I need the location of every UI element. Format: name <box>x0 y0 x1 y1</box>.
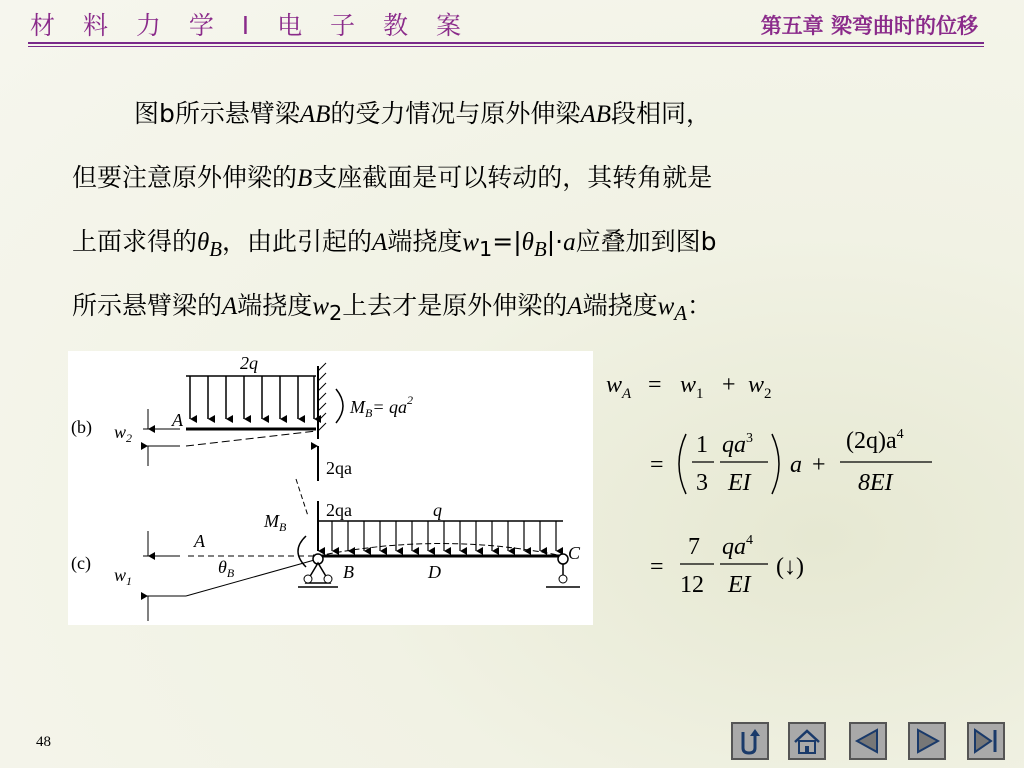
header-rule <box>28 42 984 44</box>
label-c: (c) <box>71 553 91 573</box>
previous-icon <box>851 724 885 758</box>
eq-qa3: $qa^3$ <box>722 431 753 458</box>
text-span: AB <box>299 101 331 128</box>
eq-equals-2: = <box>650 452 664 478</box>
eq-w2: $w_2$ <box>748 372 772 402</box>
deflected-shape-b <box>186 431 316 446</box>
text-span: A <box>222 293 238 320</box>
eq-num2: $(2q)a^4$ <box>846 427 904 454</box>
wall-hatching <box>318 363 326 431</box>
paragraph-line-3 <box>72 210 972 274</box>
w2-label: $w_2$ <box>114 422 133 445</box>
text-span: 上去才是原外伸梁的 <box>342 291 568 320</box>
text-span: 端挠度 <box>387 227 463 256</box>
text-span: θ <box>521 229 534 256</box>
moment-mb-label-c: $M_B$ <box>264 511 287 534</box>
text-span: ： <box>687 291 713 320</box>
next-button[interactable] <box>908 722 946 760</box>
eq-equals-1: = <box>648 372 662 398</box>
next-icon <box>910 724 944 758</box>
eq-ei-2: EI <box>728 572 751 598</box>
theta-b-label: $\theta_B$ <box>218 557 235 580</box>
eq-seven: 7 <box>688 534 700 560</box>
point-b-label: B <box>343 562 354 582</box>
text-span: =| <box>492 227 522 256</box>
eq-wA: $w_A$ <box>606 372 632 402</box>
reaction-label-b: 2qa <box>326 458 352 478</box>
chapter-title: 第五章 梁弯曲时的位移 <box>760 14 978 38</box>
eq-frac1-num: 1 <box>696 432 708 458</box>
text-span: 所示悬臂梁的 <box>72 291 223 320</box>
text-span: w <box>462 229 480 256</box>
home-button[interactable] <box>788 722 826 760</box>
text-span: 但要注意原外伸梁的 <box>72 163 298 192</box>
label-b: (b) <box>71 417 92 437</box>
course-title: 材 料 力 学 Ⅰ 电 子 教 案 <box>30 11 471 40</box>
reaction-label-c: 2qa <box>326 500 352 520</box>
text-sub: 1 <box>479 237 493 261</box>
eq-left-paren <box>679 434 686 494</box>
text-span: 上面求得的 <box>72 227 198 256</box>
distributed-load-c <box>332 521 556 551</box>
return-icon <box>733 724 767 758</box>
distributed-load-b <box>190 376 314 419</box>
last-button[interactable] <box>967 722 1005 760</box>
equation-block <box>600 352 960 622</box>
rotated-line <box>186 559 318 596</box>
eq-frac1-den: 3 <box>696 470 708 496</box>
eq-twelve: 12 <box>680 572 704 598</box>
eq-equals-3: = <box>650 554 664 580</box>
eq-direction: (↓) <box>776 554 804 580</box>
text-span: a <box>563 229 576 256</box>
eq-right-paren <box>772 434 779 494</box>
text-sub: A <box>674 301 687 325</box>
text-span: A <box>372 229 388 256</box>
moment-mb-label: $M_B= qa^2$ <box>350 393 413 420</box>
eq-plus-1: + <box>722 372 736 398</box>
text-span: 端挠度 <box>237 291 313 320</box>
w1-label: $w_1$ <box>114 565 133 588</box>
load-q-label: q <box>433 500 442 520</box>
leader-line <box>296 479 308 516</box>
text-span: B <box>297 165 313 192</box>
moment-arc-b <box>336 389 343 423</box>
text-span: 的受力情况与原外伸梁 <box>330 99 581 128</box>
return-button[interactable] <box>731 722 769 760</box>
eq-ei-1: EI <box>728 470 751 496</box>
equation-svg <box>600 352 960 622</box>
text-span: ，由此引起的 <box>222 227 373 256</box>
paragraph-line-4 <box>72 274 972 338</box>
deflected-shape-c <box>318 544 563 557</box>
text-sub: B <box>533 237 547 261</box>
eq-w1: $w_1$ <box>680 372 704 402</box>
text-sub: B <box>209 237 223 261</box>
beam-diagram <box>68 351 593 625</box>
pin-support-b <box>298 554 338 587</box>
eq-a: a <box>790 452 802 478</box>
text-span: θ <box>197 229 210 256</box>
text-span: 端挠度 <box>582 291 658 320</box>
text-span: 支座截面是可以转动的，其转角就是 <box>312 163 713 192</box>
home-icon <box>790 724 824 758</box>
last-icon <box>969 724 1003 758</box>
paragraph-line-2 <box>72 146 972 210</box>
paragraph-line-1 <box>72 82 972 146</box>
text-span: AB <box>580 101 611 128</box>
header-rule-thin <box>28 46 984 47</box>
text-span: 图b所示悬臂梁 <box>134 99 300 128</box>
previous-button[interactable] <box>849 722 887 760</box>
text-sub: 2 <box>329 301 343 325</box>
text-span: |· <box>546 227 564 256</box>
text-span: 应叠加到图b <box>575 227 717 256</box>
load-2q-label: 2q <box>240 353 258 373</box>
eq-plus-2: + <box>812 452 826 478</box>
eq-den2: 8EI <box>858 470 893 496</box>
point-d-label: D <box>428 562 441 582</box>
text-span: w <box>657 293 675 320</box>
point-c-label: C <box>568 543 581 563</box>
eq-qa4: $qa^4$ <box>722 533 753 560</box>
text-span: A <box>567 293 583 320</box>
explanation-paragraph <box>72 82 972 338</box>
point-a-label-c: A <box>194 531 205 551</box>
point-a-label-b: A <box>172 410 183 430</box>
text-span: 段相同， <box>610 99 711 128</box>
beam-figure <box>68 351 593 625</box>
text-span: w <box>312 293 329 320</box>
page-number: 48 <box>36 734 51 750</box>
